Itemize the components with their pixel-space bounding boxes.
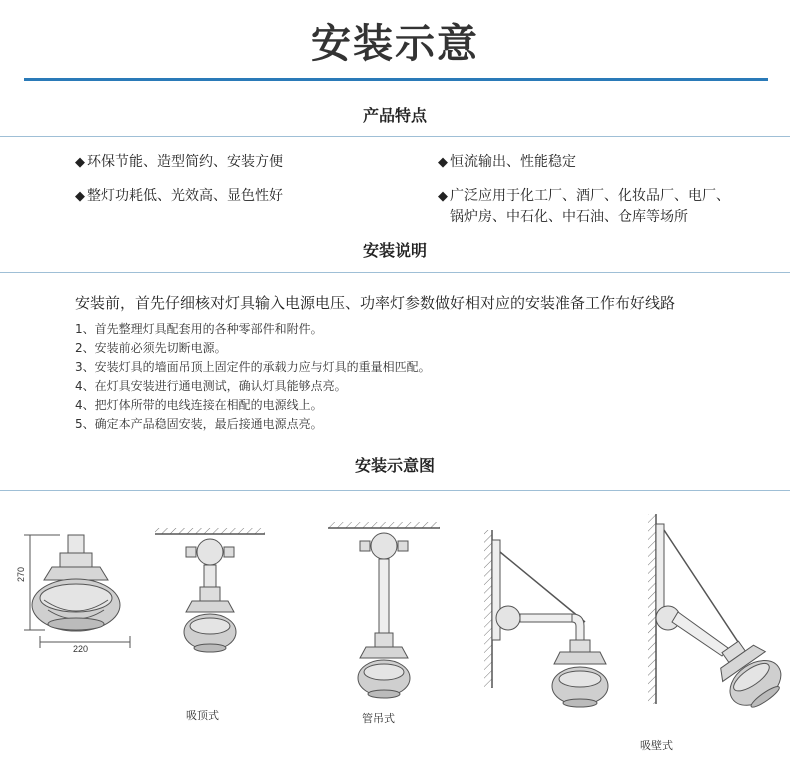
list-item: 1、首先整理灯具配套用的各种零部件和附件。 [75,322,323,336]
diamond-bullet-icon: ◆ [438,155,448,170]
width-dimension-label: 220 [73,644,89,654]
list-item: 3、安装灯具的墙面吊顶上固定件的承载力应与灯具的重量相匹配。 [75,360,431,374]
instructions-divider [0,272,790,273]
ceiling-mount-figure [155,528,265,652]
page-title: 安装示意 [311,21,479,67]
instructions-intro: 安装前，首先仔细核对灯具输入电源电压、功率灯参数做好相对应的安装准备工作布好线路 [75,294,676,312]
height-dimension-label: 270 [16,566,26,582]
feature-text: 环保节能、造型简约、安装方便 [87,154,283,170]
caption-wall-mount: 吸壁式 [640,739,673,752]
lamp-dimension-figure [24,535,130,648]
feature-item [75,186,283,207]
diagram-divider [0,490,790,491]
feature-text: 锅炉房、中石化、中石油、仓库等场所 [450,209,688,225]
feature-text: 整灯功耗低、光效高、显色性好 [87,188,283,204]
feature-text: 恒流输出、性能稳定 [450,154,576,170]
feature-item [438,152,576,173]
diagram-heading: 安装示意图 [354,456,435,475]
caption-pendant-mount: 管吊式 [362,712,395,725]
list-item: 4、在灯具安装进行通电测试，确认灯具能够点亮。 [75,379,347,393]
wall-mount-figure-a [484,530,608,707]
diamond-bullet-icon: ◆ [75,155,85,170]
instruction-steps [75,320,431,434]
list-item: 2、安装前必须先切断电源。 [75,341,227,355]
pendant-mount-figure [328,522,440,698]
features-heading: 产品特点 [362,106,427,125]
installation-diagram [0,500,790,766]
list-item: 5、确定本产品稳固安装，最后接通电源点亮。 [75,417,323,431]
title-divider [24,78,768,81]
list-item: 4、把灯体所带的电线连接在相配的电源线上。 [75,398,323,412]
feature-item [75,152,283,173]
features-divider [0,136,790,137]
diamond-bullet-icon: ◆ [75,189,85,204]
caption-ceiling-mount: 吸顶式 [186,709,219,722]
feature-text: 广泛应用于化工厂、酒厂、化妆品厂、电厂、 [450,188,730,204]
wall-mount-figure-b [648,514,790,716]
feature-item [438,186,730,228]
instructions-heading: 安装说明 [362,241,427,260]
diamond-bullet-icon: ◆ [438,189,448,204]
